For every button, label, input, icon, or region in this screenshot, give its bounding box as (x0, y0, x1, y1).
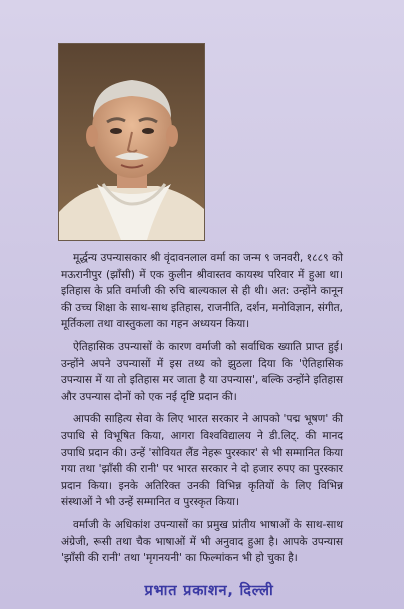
bio-paragraph: वर्माजी के अधिकांश उपन्यासों का प्रमुख प्रांतीय भाषाओं के साथ-साथ अंग्रेजी, रूसी तथा चैक भाषाओं में भी अनुवाद हुआ है। आपके उपन्यास 'झाँसी की रानी' तथा 'मृगनयनी' का फिल्मांकन भी हो चुका है। (61, 518, 343, 565)
publisher-name: प्रभात प्रकाशन, दिल्ली (144, 583, 274, 599)
bio-paragraph: ऐतिहासिक उपन्यासों के कारण वर्माजी को सर्वाधिक ख्याति प्राप्त हुई। उन्होंने अपने उपन्यासों में इस तथ्य को झुठला दिया कि 'ऐतिहासिक उपन्यास में या तो इतिहास मर जाता है या उपन्यास', बल्कि उन्होंने इतिहास और उपन्यास दोनों को एक नई दृष्टि प्रदान की। (61, 340, 343, 403)
bio-paragraph: आपकी साहित्य सेवा के लिए भारत सरकार ने आपको 'पद्म भूषण' की उपाधि से विभूषित किया, आगरा विश्वविद्यालय ने डी.लिट्. की मानद उपाधि प्रदान की। उन्हें 'सोवियत लैंड नेहरू पुरस्कार' से भी सम्मानित किया गया तथा 'झाँसी की रानी' पर भारत सरकार ने दो हजार रुपए का पुरस्कार प्रदान किया। इनके अतिरिक्त उनकी विभिन्न कृतियों के लिए विभिन्न संस्थाओं ने भी उन्हें सम्मानित व पुरस्कृत किया। (61, 413, 343, 509)
author-photo (59, 44, 204, 240)
author-biography (61, 250, 343, 573)
bio-paragraph: मूर्द्धन्य उपन्यासकार श्री वृंदावनलाल वर्मा का जन्म ९ जनवरी, १८८९ को मऊरानीपुर (झाँसी) में एक कुलीन श्रीवास्तव कायस्थ परिवार में हुआ था। इतिहास के प्रति वर्माजी की रुचि बाल्यकाल से ही थी। अत: उन्होंने कानून की उच्च शिक्षा के साथ-साथ इतिहास, राजनीति, दर्शन, मनोविज्ञान, संगीत, मूर्तिकला तथा वास्तुकला का गहन अध्ययन किया। (61, 252, 343, 331)
author-portrait-illustration (59, 44, 204, 240)
